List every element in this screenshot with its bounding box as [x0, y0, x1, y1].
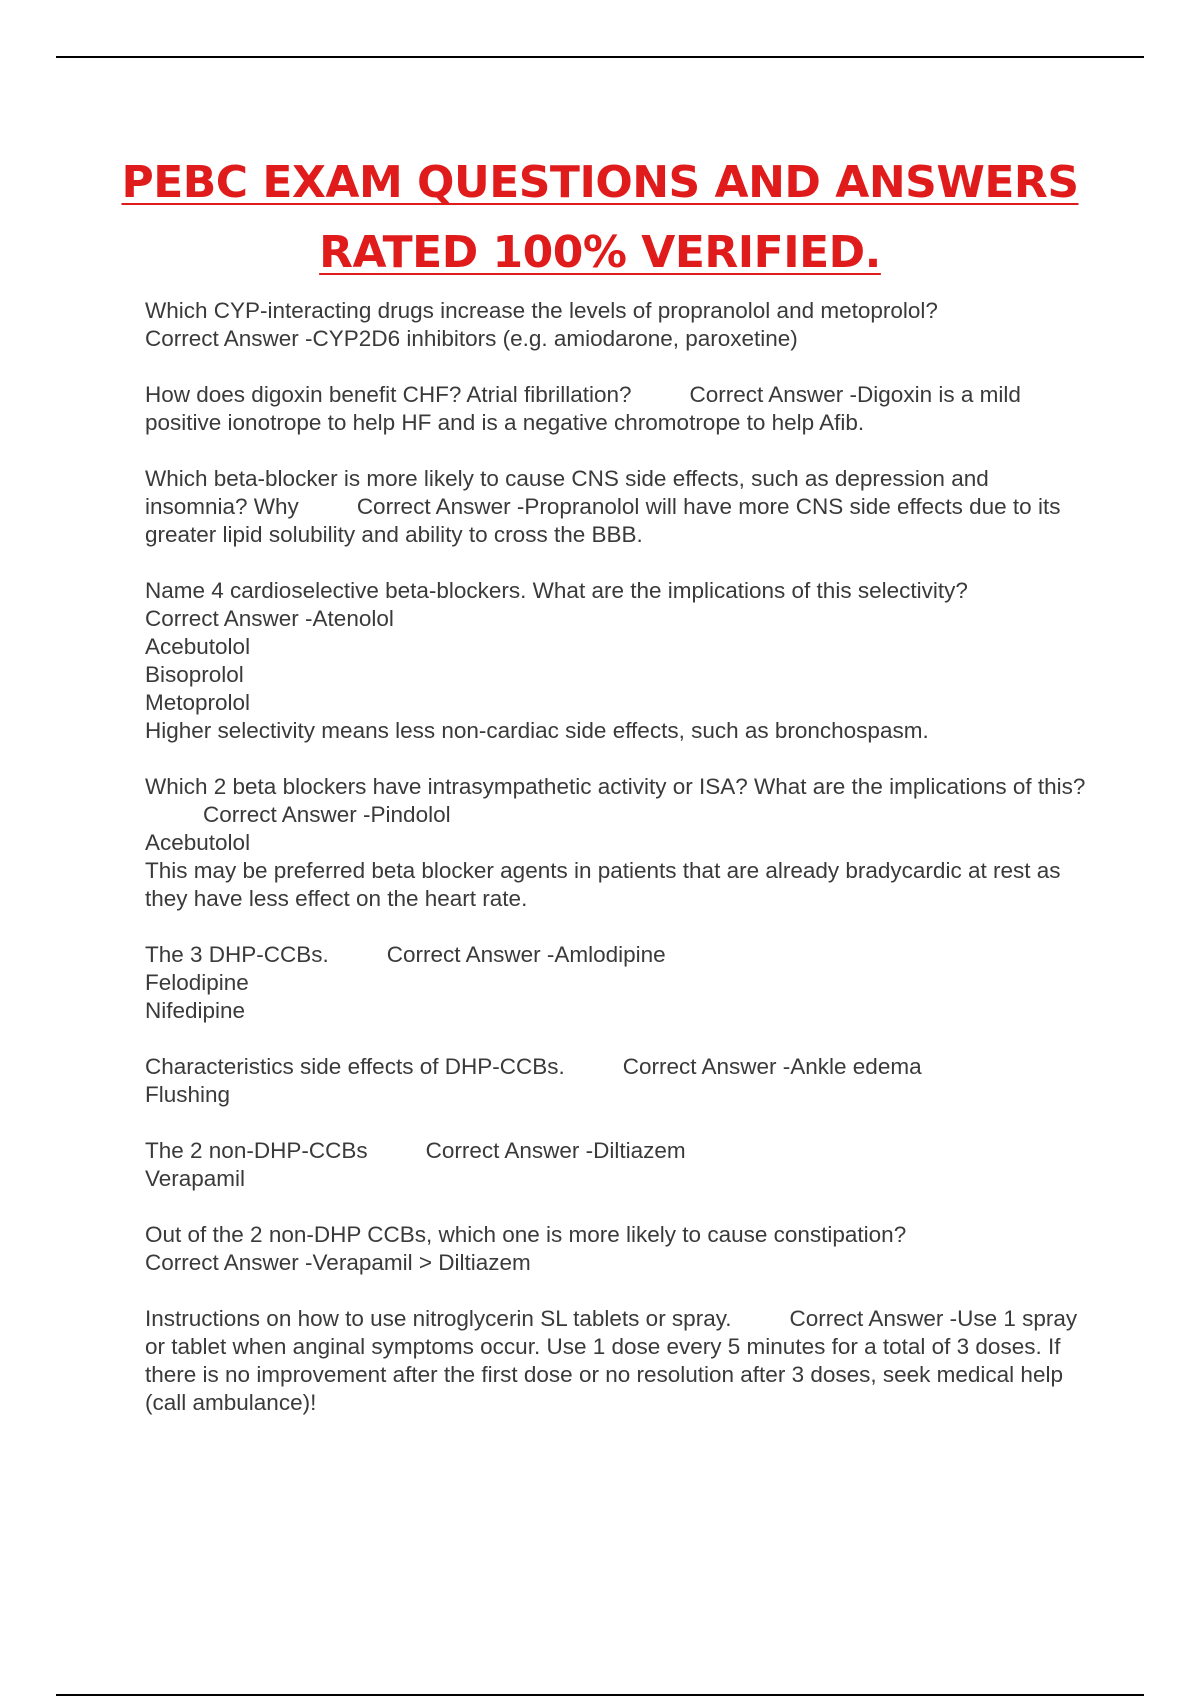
top-rule: [56, 56, 1144, 58]
question-text: Instructions on how to use nitroglycerin SL tablets or spray.: [145, 1306, 732, 1331]
qa-item: [145, 1221, 1092, 1277]
question-text: How does digoxin benefit CHF? Atrial fibrillation?: [145, 382, 632, 407]
question-text: Which 2 beta blockers have intrasympathetic activity or ISA? What are the implications of this?: [145, 774, 1086, 799]
question-text: Which CYP-interacting drugs increase the levels of propranolol and metoprolol?: [145, 298, 938, 323]
question-text: Out of the 2 non-DHP CCBs, which one is more likely to cause constipation?: [145, 1222, 907, 1247]
answer-line: Nifedipine: [145, 998, 246, 1023]
answer-text: Correct Answer -Digoxin is a mild positive ionotrope to help HF and is a negative chromotrope to help Afib.: [145, 382, 1028, 435]
qa-item: [145, 1137, 1092, 1193]
answer-line: This may be preferred beta blocker agents in patients that are already bradycardic at rest as they have less effect on the heart rate.: [145, 858, 1067, 911]
qa-list: [145, 297, 1092, 1445]
qa-item: [145, 297, 1092, 353]
qa-item: [145, 465, 1092, 549]
answer-line: Acebutolol: [145, 634, 251, 659]
question-text: The 3 DHP-CCBs.: [145, 942, 329, 967]
answer-line: Metoprolol: [145, 690, 251, 715]
question-text: Which beta-blocker is more likely to cause CNS side effects, such as depression and insomnia? Why: [145, 466, 995, 519]
answer-line: Bisoprolol: [145, 662, 244, 687]
answer-line: Felodipine: [145, 970, 249, 995]
qa-item: [145, 941, 1092, 1025]
qa-item: [145, 381, 1092, 437]
answer-text: Correct Answer -Amlodipine: [386, 942, 666, 967]
answer-line: Higher selectivity means less non-cardiac side effects, such as bronchospasm.: [145, 718, 929, 743]
qa-item: [145, 1305, 1092, 1417]
document-title: [0, 148, 1200, 288]
question-text: Characteristics side effects of DHP-CCBs.: [145, 1054, 565, 1079]
qa-item: [145, 773, 1092, 913]
answer-text: Correct Answer -Diltiazem: [425, 1138, 686, 1163]
title-line-1: PEBC EXAM QUESTIONS AND ANSWERS: [121, 157, 1079, 208]
answer-text: Correct Answer -Propranolol will have more CNS side effects due to its greater lipid solubility and ability to cross the BBB.: [145, 494, 1067, 547]
answer-line: Flushing: [145, 1082, 231, 1107]
bottom-rule: [56, 1694, 1144, 1696]
answer-text: Correct Answer -Verapamil > Diltiazem: [145, 1250, 531, 1275]
answer-text: Correct Answer -Ankle edema: [622, 1054, 922, 1079]
answer-text: Correct Answer -CYP2D6 inhibitors (e.g. amiodarone, paroxetine): [145, 326, 798, 351]
question-text: Name 4 cardioselective beta-blockers. What are the implications of this selectivity?: [145, 578, 968, 603]
title-line-2: RATED 100% VERIFIED.: [319, 227, 881, 278]
answer-text: Correct Answer -Atenolol: [145, 606, 394, 631]
qa-item: [145, 577, 1092, 745]
question-text: The 2 non-DHP-CCBs: [145, 1138, 368, 1163]
answer-text: Correct Answer -Pindolol: [203, 802, 451, 827]
answer-line: Verapamil: [145, 1166, 246, 1191]
answer-text: Correct Answer -Use 1 spray or tablet when anginal symptoms occur. Use 1 dose every 5 minutes for a total of 3 doses. If there is no improvement after the first dose or no resolution after 3 doses, seek medical help (call ambulance)!: [145, 1306, 1084, 1415]
answer-line: Acebutolol: [145, 830, 251, 855]
qa-item: [145, 1053, 1092, 1109]
